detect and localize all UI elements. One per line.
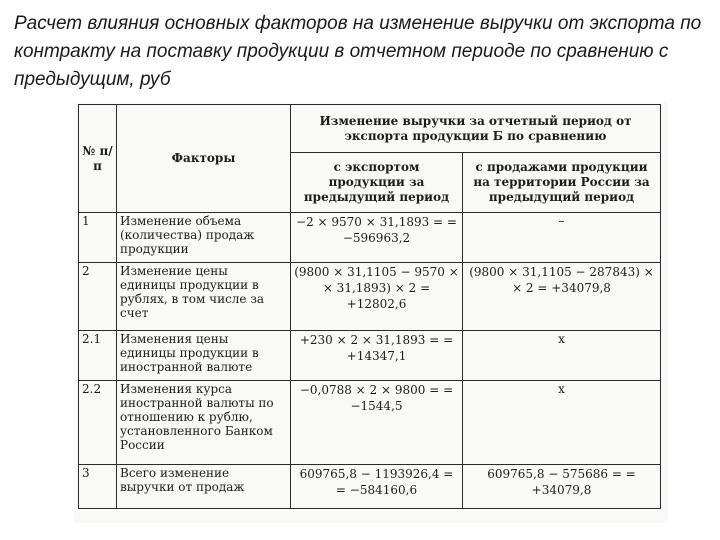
row-export-value: +230 × 2 × 31,1893 = = +14347,1 xyxy=(291,331,463,381)
row-factor: Изменения цены единицы продукции в иностранной валюте xyxy=(117,331,291,381)
header-factors: Факторы xyxy=(117,105,291,213)
table-row xyxy=(79,213,661,263)
row-export-value: −2 × 9570 × 31,1893 = = −596963,2 xyxy=(291,213,463,263)
row-domestic-value: x xyxy=(463,381,661,465)
row-export-value: −0,0788 × 2 × 9800 = = −1544,5 xyxy=(291,381,463,465)
row-factor: Изменение цены единицы продукции в рублях, в том числе за счет xyxy=(117,263,291,331)
row-domestic-value: – xyxy=(463,213,661,263)
row-factor: Изменения курса иностранной валюты по отношению к рублю, установленного Банком России xyxy=(117,381,291,465)
row-number: 1 xyxy=(79,213,117,263)
row-domestic-value: x xyxy=(463,331,661,381)
row-number: 3 xyxy=(79,465,117,509)
slide-title: Расчет влияния основных факторов на изменение выручки от экспорта по контракту на поставку продукции в отчетном периоде по сравнению с предыдущим, руб xyxy=(14,13,702,90)
header-with-domestic: с продажами продукции на территории России за предыдущий период xyxy=(463,153,661,213)
table-header-row xyxy=(79,105,661,153)
header-change-group: Изменение выручки за отчетный период от экспорта продукции Б по сравнению xyxy=(291,105,661,153)
row-number: 2.1 xyxy=(79,331,117,381)
row-factor: Всего изменение выручки от продаж xyxy=(117,465,291,509)
factors-table xyxy=(78,104,661,509)
table-row xyxy=(79,465,661,509)
header-with-export: с экспортом продукции за предыдущий период xyxy=(291,153,463,213)
row-number: 2 xyxy=(79,263,117,331)
row-domestic-value: 609765,8 − 575686 = = +34079,8 xyxy=(463,465,661,509)
header-number: № п/п xyxy=(79,105,117,213)
row-export-value: (9800 × 31,1105 − 9570 × × 31,1893) × 2 = +12802,6 xyxy=(291,263,463,331)
table-row xyxy=(79,381,661,465)
row-export-value: 609765,8 − 1193926,4 = = −584160,6 xyxy=(291,465,463,509)
row-factor: Изменение объема (количества) продаж продукции xyxy=(117,213,291,263)
row-domestic-value: (9800 × 31,1105 − 287843) × × 2 = +34079,8 xyxy=(463,263,661,331)
table-row xyxy=(79,263,661,331)
table-row xyxy=(79,331,661,381)
row-number: 2.2 xyxy=(79,381,117,465)
